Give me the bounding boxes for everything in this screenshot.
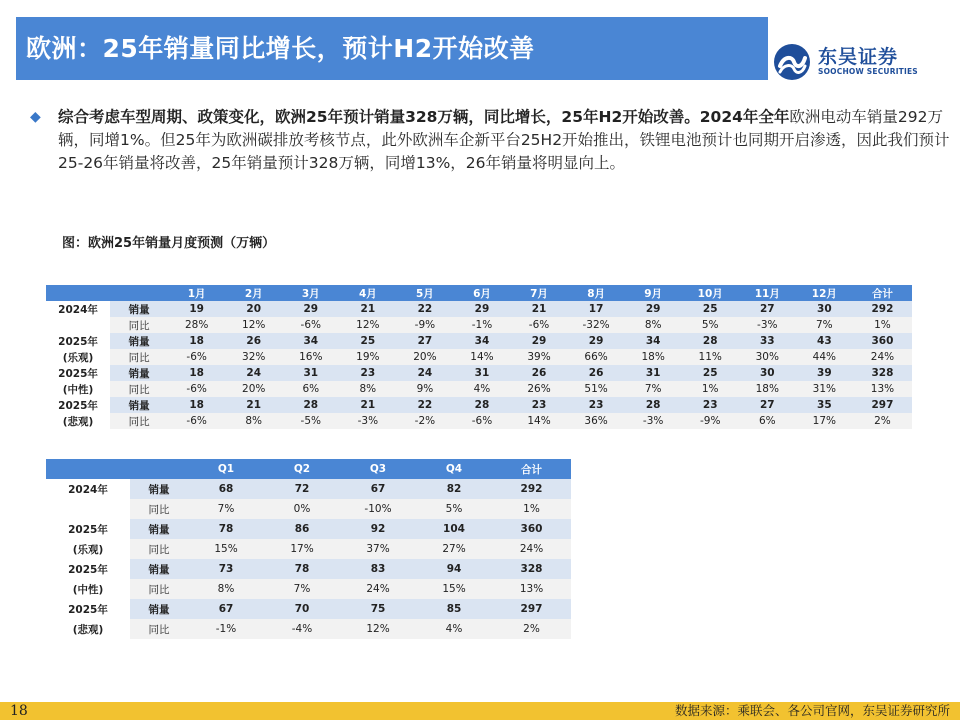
yoy-cell: 12% (339, 317, 396, 333)
logo-name-cn: 东吴证券 (818, 46, 899, 68)
yoy-cell: 2% (853, 413, 912, 429)
yoy-cell: 8% (225, 413, 282, 429)
row-group-label: 2025年 (46, 333, 110, 349)
figure-title: 图：欧洲25年销量月度预测（万辆） (62, 236, 276, 251)
yoy-cell: 36% (568, 413, 625, 429)
page-title: 欧洲：25年销量同比增长，预计H2开始改善 (26, 34, 535, 63)
table-row (46, 519, 571, 539)
column-header: 6月 (453, 285, 510, 301)
table-row (46, 301, 912, 317)
metric-label: 同比 (130, 619, 188, 639)
yoy-cell: 7% (796, 317, 853, 333)
sales-cell: 23 (511, 397, 568, 413)
yoy-cell: -6% (168, 413, 225, 429)
metric-label: 同比 (130, 499, 188, 519)
column-header: 10月 (682, 285, 739, 301)
metric-label: 同比 (110, 413, 168, 429)
sales-cell: 78 (188, 519, 264, 539)
sales-cell: 297 (853, 397, 912, 413)
column-header: 合计 (853, 285, 912, 301)
table-row (46, 381, 912, 397)
yoy-cell: 8% (625, 317, 682, 333)
column-header: 11月 (739, 285, 796, 301)
yoy-cell: 8% (188, 579, 264, 599)
yoy-cell: 30% (739, 349, 796, 365)
row-group-label: 2025年 (46, 599, 130, 619)
sales-cell: 31 (282, 365, 339, 381)
metric-label: 销量 (110, 333, 168, 349)
metric-label: 同比 (130, 539, 188, 559)
header-blank (46, 285, 110, 301)
sales-cell: 297 (492, 599, 571, 619)
page-number: 18 (10, 703, 28, 719)
sales-cell: 30 (796, 301, 853, 317)
row-group-label: 2024年 (46, 301, 110, 317)
yoy-cell: 1% (492, 499, 571, 519)
metric-label: 销量 (130, 599, 188, 619)
yoy-cell: 11% (682, 349, 739, 365)
yoy-cell: 12% (225, 317, 282, 333)
sales-cell: 21 (339, 301, 396, 317)
yoy-cell: 14% (511, 413, 568, 429)
column-header: 合计 (492, 459, 571, 479)
sales-cell: 70 (264, 599, 340, 619)
logo (772, 42, 932, 82)
yoy-cell: -1% (188, 619, 264, 639)
yoy-cell: -6% (282, 317, 339, 333)
yoy-cell: -2% (396, 413, 453, 429)
row-group-label: 2025年 (46, 365, 110, 381)
column-header: 12月 (796, 285, 853, 301)
header-blank (130, 459, 188, 479)
row-group-label: (悲观) (46, 619, 130, 639)
sales-cell: 75 (340, 599, 416, 619)
column-header: 5月 (396, 285, 453, 301)
yoy-cell: 13% (853, 381, 912, 397)
sales-cell: 34 (453, 333, 510, 349)
yoy-cell: 37% (340, 539, 416, 559)
yoy-cell: -6% (168, 349, 225, 365)
yoy-cell: 8% (339, 381, 396, 397)
yoy-cell: 17% (796, 413, 853, 429)
table-row (46, 479, 571, 499)
sales-cell: 25 (339, 333, 396, 349)
yoy-cell: 39% (511, 349, 568, 365)
sales-cell: 29 (511, 333, 568, 349)
yoy-cell: -6% (453, 413, 510, 429)
table-row (46, 333, 912, 349)
diamond-icon: ◆ (30, 109, 41, 125)
yoy-cell: 5% (416, 499, 492, 519)
yoy-cell: -10% (340, 499, 416, 519)
footer-bar (0, 702, 960, 720)
table-row (46, 559, 571, 579)
column-header: 2月 (225, 285, 282, 301)
sales-cell: 27 (739, 301, 796, 317)
metric-label: 同比 (130, 579, 188, 599)
yoy-cell: 7% (264, 579, 340, 599)
sales-cell: 31 (625, 365, 682, 381)
yoy-cell: 17% (264, 539, 340, 559)
yoy-cell: 18% (625, 349, 682, 365)
sales-cell: 23 (568, 397, 625, 413)
sales-cell: 27 (396, 333, 453, 349)
table-row (46, 579, 571, 599)
row-group-label: (乐观) (46, 349, 110, 365)
sales-cell: 28 (282, 397, 339, 413)
sales-cell: 33 (739, 333, 796, 349)
sales-cell: 22 (396, 301, 453, 317)
summary-bold: 综合考虑车型周期、政策变化，欧洲25年预计销量328万辆，同比增长，25年H2开始改善。2024年全年 (58, 108, 790, 126)
yoy-cell: 1% (853, 317, 912, 333)
sales-cell: 31 (453, 365, 510, 381)
yoy-cell: 4% (416, 619, 492, 639)
table-row (46, 349, 912, 365)
sales-cell: 104 (416, 519, 492, 539)
quarterly-sales-table (46, 459, 571, 639)
row-group-label: 2025年 (46, 397, 110, 413)
metric-label: 销量 (130, 519, 188, 539)
yoy-cell: 18% (739, 381, 796, 397)
row-group-label (46, 499, 130, 519)
sales-cell: 25 (682, 301, 739, 317)
yoy-cell: 15% (188, 539, 264, 559)
yoy-cell: -1% (453, 317, 510, 333)
yoy-cell: 66% (568, 349, 625, 365)
yoy-cell: 28% (168, 317, 225, 333)
sales-cell: 19 (168, 301, 225, 317)
sales-cell: 83 (340, 559, 416, 579)
sales-cell: 20 (225, 301, 282, 317)
row-group-label (46, 317, 110, 333)
column-header: Q4 (416, 459, 492, 479)
yoy-cell: 24% (492, 539, 571, 559)
data-source: 数据来源：乘联会、各公司官网，东吴证券研究所 (674, 703, 950, 718)
sales-cell: 26 (568, 365, 625, 381)
sales-cell: 21 (511, 301, 568, 317)
yoy-cell: 15% (416, 579, 492, 599)
yoy-cell: 14% (453, 349, 510, 365)
yoy-cell: 9% (396, 381, 453, 397)
row-group-label: (悲观) (46, 413, 110, 429)
yoy-cell: -3% (339, 413, 396, 429)
metric-label: 销量 (130, 559, 188, 579)
sales-cell: 25 (682, 365, 739, 381)
yoy-cell: 24% (853, 349, 912, 365)
yoy-cell: 24% (340, 579, 416, 599)
sales-cell: 67 (188, 599, 264, 619)
yoy-cell: 27% (416, 539, 492, 559)
metric-label: 销量 (110, 365, 168, 381)
table-row (46, 499, 571, 519)
row-group-label: (中性) (46, 381, 110, 397)
sales-cell: 28 (625, 397, 682, 413)
sales-cell: 92 (340, 519, 416, 539)
sales-cell: 30 (739, 365, 796, 381)
sales-cell: 85 (416, 599, 492, 619)
sales-cell: 18 (168, 365, 225, 381)
sales-cell: 18 (168, 333, 225, 349)
column-header: Q3 (340, 459, 416, 479)
table-row (46, 365, 912, 381)
yoy-cell: -9% (682, 413, 739, 429)
metric-label: 同比 (110, 317, 168, 333)
sales-cell: 23 (682, 397, 739, 413)
sales-cell: 24 (225, 365, 282, 381)
table-row (46, 317, 912, 333)
sales-cell: 328 (853, 365, 912, 381)
yoy-cell: -3% (625, 413, 682, 429)
sales-cell: 26 (225, 333, 282, 349)
yoy-cell: 44% (796, 349, 853, 365)
sales-cell: 29 (625, 301, 682, 317)
column-header: Q1 (188, 459, 264, 479)
column-header: 4月 (339, 285, 396, 301)
header-blank (110, 285, 168, 301)
table-row (46, 619, 571, 639)
yoy-cell: 20% (225, 381, 282, 397)
yoy-cell: 19% (339, 349, 396, 365)
monthly-sales-table (46, 285, 912, 429)
header-row (46, 285, 912, 301)
sales-cell: 29 (453, 301, 510, 317)
sales-cell: 34 (625, 333, 682, 349)
table-row (46, 539, 571, 559)
yoy-cell: 13% (492, 579, 571, 599)
soochow-logo-icon (772, 42, 812, 82)
yoy-cell: -6% (511, 317, 568, 333)
sales-cell: 82 (416, 479, 492, 499)
sales-cell: 26 (511, 365, 568, 381)
yoy-cell: 12% (340, 619, 416, 639)
metric-label: 销量 (130, 479, 188, 499)
row-group-label: (中性) (46, 579, 130, 599)
summary-body: 欧洲电动车销量292万辆，同增1%。但25年为欧洲碳排放考核节点，此外欧洲车企新平台25H2开始推出，铁锂电池预计也同期开启渗透，因此我们预计25-26年销量将改善，25年销量预计328万辆，同增13%，26年销量将明显向上。 (58, 108, 950, 172)
yoy-cell: -4% (264, 619, 340, 639)
row-group-label: 2025年 (46, 559, 130, 579)
column-header: 9月 (625, 285, 682, 301)
column-header: 8月 (568, 285, 625, 301)
row-group-label: 2025年 (46, 519, 130, 539)
sales-cell: 43 (796, 333, 853, 349)
sales-cell: 22 (396, 397, 453, 413)
yoy-cell: 2% (492, 619, 571, 639)
sales-cell: 34 (282, 333, 339, 349)
sales-cell: 35 (796, 397, 853, 413)
yoy-cell: 20% (396, 349, 453, 365)
table-row (46, 599, 571, 619)
sales-cell: 78 (264, 559, 340, 579)
sales-cell: 27 (739, 397, 796, 413)
sales-cell: 68 (188, 479, 264, 499)
sales-cell: 28 (453, 397, 510, 413)
yoy-cell: -5% (282, 413, 339, 429)
yoy-cell: 32% (225, 349, 282, 365)
yoy-cell: 1% (682, 381, 739, 397)
yoy-cell: 6% (739, 413, 796, 429)
column-header: Q2 (264, 459, 340, 479)
sales-cell: 94 (416, 559, 492, 579)
sales-cell: 39 (796, 365, 853, 381)
sales-cell: 360 (492, 519, 571, 539)
yoy-cell: 7% (625, 381, 682, 397)
metric-label: 同比 (110, 349, 168, 365)
yoy-cell: 6% (282, 381, 339, 397)
yoy-cell: -32% (568, 317, 625, 333)
row-group-label: (乐观) (46, 539, 130, 559)
table-row (46, 397, 912, 413)
sales-cell: 86 (264, 519, 340, 539)
table-row (46, 413, 912, 429)
metric-label: 销量 (110, 301, 168, 317)
sales-cell: 24 (396, 365, 453, 381)
row-group-label: 2024年 (46, 479, 130, 499)
column-header: 3月 (282, 285, 339, 301)
sales-cell: 73 (188, 559, 264, 579)
sales-cell: 23 (339, 365, 396, 381)
sales-cell: 28 (682, 333, 739, 349)
yoy-cell: -9% (396, 317, 453, 333)
yoy-cell: -3% (739, 317, 796, 333)
sales-cell: 21 (339, 397, 396, 413)
yoy-cell: 0% (264, 499, 340, 519)
yoy-cell: 51% (568, 381, 625, 397)
sales-cell: 292 (853, 301, 912, 317)
column-header: 1月 (168, 285, 225, 301)
sales-cell: 292 (492, 479, 571, 499)
sales-cell: 29 (282, 301, 339, 317)
sales-cell: 17 (568, 301, 625, 317)
yoy-cell: 26% (511, 381, 568, 397)
yoy-cell: 5% (682, 317, 739, 333)
sales-cell: 72 (264, 479, 340, 499)
header-blank (46, 459, 130, 479)
sales-cell: 360 (853, 333, 912, 349)
yoy-cell: 16% (282, 349, 339, 365)
metric-label: 销量 (110, 397, 168, 413)
yoy-cell: 7% (188, 499, 264, 519)
metric-label: 同比 (110, 381, 168, 397)
summary-text (58, 106, 950, 175)
yoy-cell: 31% (796, 381, 853, 397)
sales-cell: 21 (225, 397, 282, 413)
yoy-cell: -6% (168, 381, 225, 397)
logo-name-en: SOOCHOW SECURITIES (818, 67, 918, 76)
yoy-cell: 4% (453, 381, 510, 397)
sales-cell: 18 (168, 397, 225, 413)
sales-cell: 67 (340, 479, 416, 499)
sales-cell: 328 (492, 559, 571, 579)
title-bar (16, 17, 768, 80)
header-row (46, 459, 571, 479)
column-header: 7月 (511, 285, 568, 301)
sales-cell: 29 (568, 333, 625, 349)
